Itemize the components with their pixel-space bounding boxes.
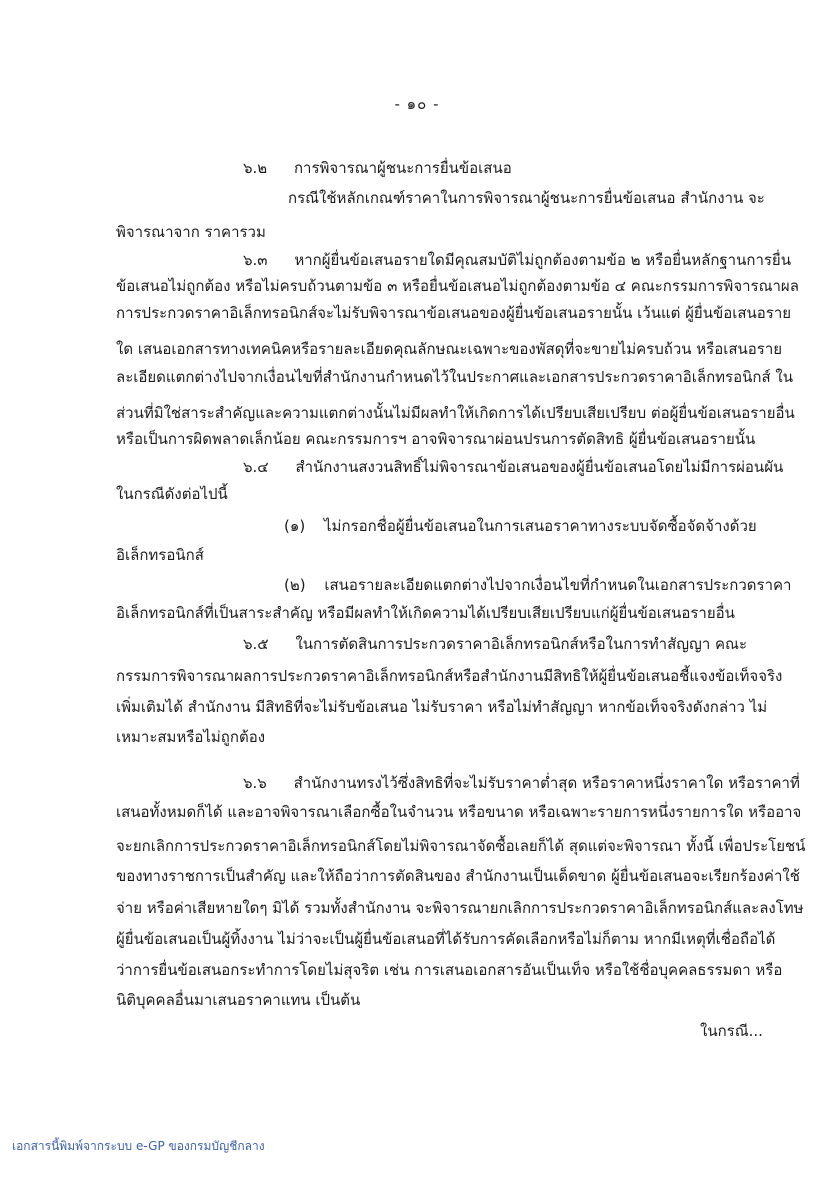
list-item-text: เสนอรายละเอียดแตกต่างไปจากเงื่อนไขที่กำหนดในเอกสารประกวดราคา (324, 576, 792, 594)
section-6-5-first-line (243, 634, 747, 654)
list-item-text: ไม่กรอกชื่อผู้ยื่นข้อเสนอในการเสนอราคาทางระบบจัดซื้อจัดจ้างด้วย (324, 517, 757, 535)
section-number: ๖.๔ (243, 458, 269, 476)
paragraph-line: การประกวดราคาอิเล็กทรอนิกส์จะไม่รับพิจารณาข้อเสนอของผู้ยื่นข้อเสนอรายนั้น เว้นแต่ ผู้ยื่นข้อเสนอราย (116, 304, 792, 322)
paragraph-line: ในกรณีดังต่อไปนี้ (116, 485, 228, 503)
paragraph-line: เพิ่มเติมได้ สำนักงาน มีสิทธิที่จะไม่รับข้อเสนอ ไม่รับราคา หรือไม่ทำสัญญา หากข้อเท็จจริงดังกล่าว ไม่ (116, 698, 768, 716)
paragraph-line: นิติบุคคลอื่นมาเสนอราคาแทน เป็นต้น (116, 991, 361, 1009)
paragraph-line: กรรมการพิจารณาผลการประกวดราคาอิเล็กทรอนิกส์หรือสำนักงานมีสิทธิให้ผู้ยื่นข้อเสนอชี้แจงข้อเท็จจริง (116, 667, 783, 685)
section-6-2-heading (243, 158, 512, 178)
continued-marker: ในกรณี... (700, 1022, 763, 1040)
page-number: - ๑๐ - (394, 95, 440, 113)
section-6-3-first-line (243, 250, 791, 270)
section-number: ๖.๓ (243, 251, 268, 269)
paragraph-line: ข้อเสนอไม่ถูกต้อง หรือไม่ครบถ้วนตามข้อ ๓ หรือยื่นข้อเสนอไม่ถูกต้องตามข้อ ๔ คณะกรรมการพิจารณาผล (116, 277, 799, 295)
paragraph-line: จ่าย หรือค่าเสียหายใดๆ มิได้ รวมทั้งสำนักงาน จะพิจารณายกเลิกการประกวดราคาอิเล็กทรอนิกส์และลงโทษ (116, 899, 804, 917)
paragraph-line: ผู้ยื่นข้อเสนอเป็นผู้ทิ้งงาน ไม่ว่าจะเป็นผู้ยื่นข้อเสนอที่ได้รับการคัดเลือกหรือไม่ก็ตาม หากมีเหตุที่เชื่อถือได้ (116, 930, 776, 948)
paragraph-line: ละเอียดแตกต่างไปจากเงื่อนไขที่สำนักงานกำหนดไว้ในประกาศและเอกสารประกวดราคาอิเล็กทรอนิกส์ ใน (116, 368, 793, 386)
section-6-6-first-line (243, 773, 800, 793)
section-number: ๖.๖ (243, 774, 267, 792)
paragraph-line: เสนอทั้งหมดก็ได้ และอาจพิจารณาเลือกซื้อในจำนวน หรือขนาด หรือเฉพาะรายการหนึ่งรายการใด หรืออาจ (116, 803, 802, 821)
paragraph-line: เหมาะสมหรือไม่ถูกต้อง (116, 728, 266, 746)
list-item-number: (๑) (284, 517, 306, 535)
section-number: ๖.๒ (243, 159, 268, 177)
paragraph-line: หรือเป็นการผิดพลาดเล็กน้อย คณะกรรมการฯ อาจพิจารณาผ่อนปรนการตัดสิทธิ ผู้ยื่นข้อเสนอรายนั้น (116, 430, 756, 448)
paragraph-line: ใด เสนอเอกสารทางเทคนิคหรือรายละเอียดคุณลักษณะเฉพาะของพัสดุที่จะขายไม่ครบถ้วน หรือเสนอราย (116, 340, 783, 358)
paragraph-line: ว่าการยื่นข้อเสนอกระทำการโดยไม่สุจริต เช่น การเสนอเอกสารอันเป็นเท็จ หรือใช้ชื่อบุคคลธรรมดา หรือ (116, 961, 783, 979)
section-number: ๖.๕ (243, 635, 269, 653)
paragraph-line: จะยกเลิกการประกวดราคาอิเล็กทรอนิกส์โดยไม่พิจารณาจัดซื้อเลยก็ได้ สุดแต่จะพิจารณา ทั้งนี้ เพื่อประโยชน์ (116, 837, 806, 855)
list-item-number: (๒) (284, 576, 306, 594)
paragraph-text: ในการตัดสินการประกวดราคาอิเล็กทรอนิกส์หรือในการทำสัญญา คณะ (295, 635, 748, 653)
paragraph-line: พิจารณาจาก ราคารวม (116, 223, 266, 241)
paragraph-line: ของทางราชการเป็นสำคัญ และให้ถือว่าการตัดสินของ สำนักงานเป็นเด็ดขาด ผู้ยื่นข้อเสนอจะเรียกร้องค่าใช้ (116, 867, 800, 885)
paragraph-text: หากผู้ยื่นข้อเสนอรายใดมีคุณสมบัติไม่ถูกต้องตามข้อ ๒ หรือยื่นหลักฐานการยื่น (294, 251, 791, 269)
paragraph-line: อิเล็กทรอนิกส์ (116, 546, 204, 564)
footer-source-note: เอกสารนี้พิมพ์จากระบบ e-GP ของกรมบัญชีกลาง (12, 1139, 265, 1153)
paragraph-line: อิเล็กทรอนิกส์ที่เป็นสาระสำคัญ หรือมีผลทำให้เกิดความได้เปรียบเสียเปรียบแก่ผู้ยื่นข้อเสนอรายอื่น (116, 604, 735, 622)
list-item-1 (284, 516, 757, 536)
section-title: การพิจารณาผู้ชนะการยื่นข้อเสนอ (293, 159, 512, 177)
paragraph-line: กรณีใช้หลักเกณฑ์ราคาในการพิจารณาผู้ชนะการยื่นข้อเสนอ สำนักงาน จะ (288, 189, 765, 207)
list-item-2 (284, 575, 791, 595)
paragraph-text: สำนักงานสงวนสิทธิ์ไม่พิจารณาข้อเสนอของผู้ยื่นข้อเสนอโดยไม่มีการผ่อนผัน (295, 458, 784, 476)
paragraph-text: สำนักงานทรงไว้ซึ่งสิทธิที่จะไม่รับราคาต่ำสุด หรือราคาหนึ่งราคาใด หรือราคาที่ (293, 774, 800, 792)
section-6-4-first-line (243, 457, 783, 477)
paragraph-line: ส่วนที่มิใช่สาระสำคัญและความแตกต่างนั้นไม่มีผลทำให้เกิดการได้เปรียบเสียเปรียบ ต่อผู้ยื่นข้อเสนอรายอื่น (116, 404, 795, 422)
